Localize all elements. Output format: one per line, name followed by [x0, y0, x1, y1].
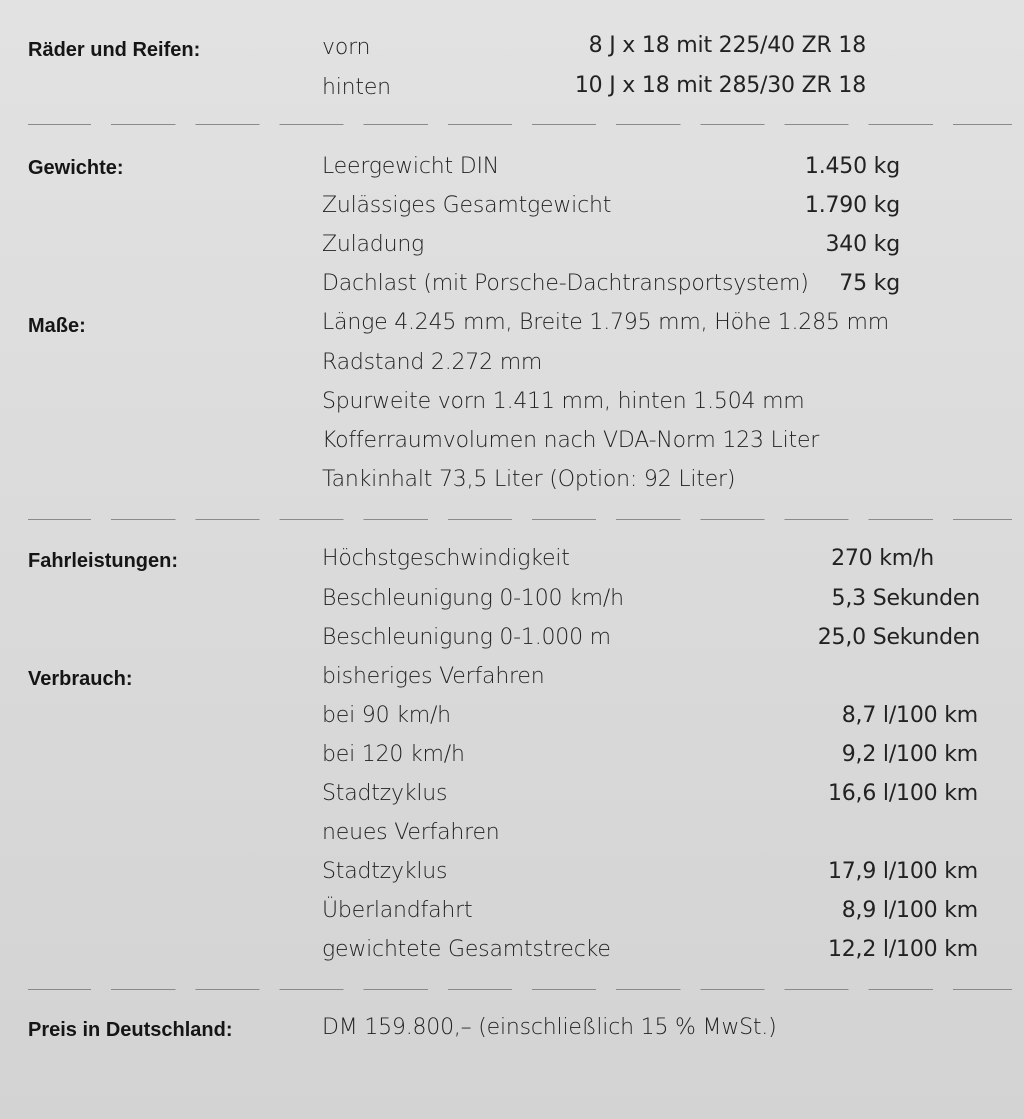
wheel-rear-value: 10 J x 18 mit 285/30 ZR 18	[574, 73, 866, 98]
dimension-line: Spurweite vorn 1.411 mm, hinten 1.504 mm	[322, 389, 805, 414]
consumption-name: bei 90 km/h	[322, 703, 451, 728]
weight-value: 1.790 kg	[804, 193, 900, 218]
section-label-gewichte: Gewichte:	[28, 157, 124, 179]
consumption-name: bei 120 km/h	[322, 742, 465, 767]
wheel-front-value: 8 J x 18 mit 225/40 ZR 18	[588, 33, 866, 58]
dimension-line: Tankinhalt 73,5 Liter (Option: 92 Liter)	[322, 467, 736, 492]
wheel-rear-position: hinten	[322, 75, 391, 100]
consumption-name: neues Verfahren	[322, 820, 500, 845]
consumption-name: Stadtzyklus	[322, 859, 448, 884]
performance-name: Höchstgeschwindigkeit	[322, 546, 570, 571]
section-label-fahrleistungen: Fahrleistungen:	[28, 550, 179, 572]
performance-value: 270 km/h	[831, 546, 934, 571]
consumption-value: 17,9 l/100 km	[827, 859, 978, 884]
weight-name: Dachlast (mit Porsche-Dachtransportsystem)	[322, 271, 809, 296]
performance-value: 5,3 Sekunden	[831, 586, 980, 611]
consumption-value: 16,6 l/100 km	[827, 781, 978, 806]
section-divider	[28, 124, 1012, 125]
consumption-name: bisheriges Verfahren	[322, 664, 545, 689]
consumption-value: 8,9 l/100 km	[841, 898, 978, 923]
weight-value: 340 kg	[825, 232, 900, 257]
performance-value: 25,0 Sekunden	[817, 625, 980, 650]
wheel-front-position: vorn	[322, 35, 371, 60]
consumption-value: 8,7 l/100 km	[841, 703, 978, 728]
section-label-preis: Preis in Deutschland:	[28, 1019, 233, 1041]
section-label-verbrauch: Verbrauch:	[28, 668, 133, 690]
performance-name: Beschleunigung 0-100 km/h	[322, 586, 624, 611]
consumption-name: Stadtzyklus	[322, 781, 448, 806]
weight-value: 75 kg	[839, 271, 900, 296]
price-value: DM 159.800,– (einschließlich 15 % MwSt.)	[322, 1015, 777, 1040]
section-label-raeder: Räder und Reifen:	[28, 39, 201, 61]
dimension-line: Länge 4.245 mm, Breite 1.795 mm, Höhe 1.285 mm	[322, 310, 889, 335]
section-label-masse: Maße:	[28, 315, 86, 337]
section-divider	[28, 519, 1012, 520]
dimension-line: Kofferraumvolumen nach VDA-Norm 123 Liter	[322, 428, 820, 453]
performance-name: Beschleunigung 0-1.000 m	[322, 625, 611, 650]
weight-name: Leergewicht DIN	[322, 154, 499, 179]
consumption-name: gewichtete Gesamtstrecke	[322, 937, 611, 962]
dimension-line: Radstand 2.272 mm	[322, 350, 543, 375]
consumption-value: 9,2 l/100 km	[841, 742, 978, 767]
weight-name: Zuladung	[322, 232, 425, 257]
section-divider	[28, 989, 1012, 990]
consumption-name: Überlandfahrt	[322, 898, 473, 923]
weight-name: Zulässiges Gesamtgewicht	[322, 193, 612, 218]
consumption-value: 12,2 l/100 km	[827, 937, 978, 962]
weight-value: 1.450 kg	[804, 154, 900, 179]
